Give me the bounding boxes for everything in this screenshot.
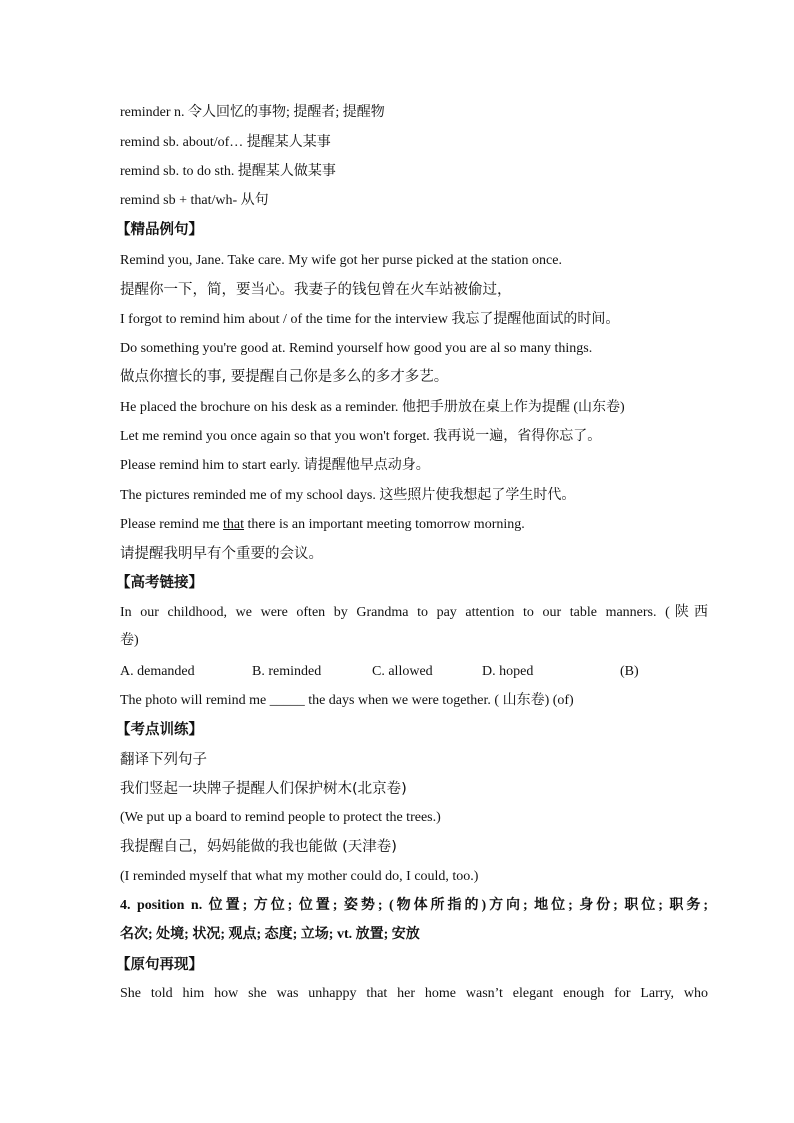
example-5: Let me remind you once again so that you won't forget. 我再说一遍，省得你忘了。: [120, 429, 602, 444]
example-6: Please remind him to start early. 请提醒他早点动身。: [120, 458, 430, 473]
option-b: B. reminded: [252, 664, 322, 679]
example-8-underlined-that: that: [223, 517, 245, 532]
original-sentence-line-1: She told him how she was unhappy that her home wasn’t elegant enough for Larry, who: [120, 986, 708, 1001]
example-2: I forgot to remind him about / of the time for the interview 我忘了提醒他面试的时间。: [120, 312, 620, 327]
document-page: [116, 0, 710, 1123]
example-3-english: Do something you're good at. Remind yourself how good you are al so many things.: [120, 341, 593, 356]
example-8-part1: Please remind me: [120, 517, 224, 532]
gaokao-question-2: The photo will remind me _____ the days when we were together. ( 山东卷) (of): [120, 693, 574, 708]
option-c: C. allowed: [372, 664, 433, 679]
example-8-part2: there is an important meeting tomorrow morning.: [244, 517, 525, 532]
entry-reminder: reminder n. 令人回忆的事物; 提醒者; 提醒物: [120, 105, 385, 120]
example-8-english: [120, 515, 525, 535]
gaokao-question-1-line-1: In our childhood, we were often by Grandma to pay attention to our table manners. (陕西: [120, 605, 708, 620]
example-1-chinese: 提醒你一下，简，要当心。我妻子的钱包曾在火车站被偷过，: [120, 282, 512, 298]
practice-sentence-1-chinese: 我们竖起一块牌子提醒人们保护树木(北京卷): [120, 781, 407, 797]
section-heading-examples: 【精品例句】: [116, 222, 203, 238]
entry-remind-to-do: remind sb. to do sth. 提醒某人做某事: [120, 164, 336, 179]
example-8-chinese: 请提醒我明早有个重要的会议。: [120, 546, 323, 562]
section-heading-original: 【原句再现】: [116, 957, 203, 973]
practice-sentence-2-english: (I reminded myself that what my mother could do, I could, too.): [120, 869, 479, 884]
example-1-english: Remind you, Jane. Take care. My wife got her purse picked at the station once.: [120, 253, 562, 268]
section-heading-gaokao: 【高考链接】: [116, 575, 203, 591]
position-entry-line-1: 4. position n. 位置; 方位; 位置; 姿势; (物体所指的)方向; 地位; 身份; 职位; 职务;: [120, 898, 708, 913]
example-4: He placed the brochure on his desk as a reminder. 他把手册放在桌上作为提醒 (山东卷): [120, 400, 625, 415]
example-7: The pictures reminded me of my school days. 这些照片使我想起了学生时代。: [120, 488, 576, 503]
option-a: A. demanded: [120, 664, 195, 679]
answer-label: (B): [620, 664, 639, 679]
practice-instruction: 翻译下列句子: [120, 752, 207, 768]
entry-remind-about: remind sb. about/of… 提醒某人某事: [120, 135, 331, 150]
practice-sentence-2-chinese: 我提醒自己，妈妈能做的我也能做 (天津卷): [120, 839, 397, 855]
practice-sentence-1-english: (We put up a board to remind people to protect the trees.): [120, 810, 441, 825]
entry-remind-that: remind sb + that/wh- 从句: [120, 193, 269, 208]
example-3-chinese: 做点你擅长的事, 要提醒自己你是多么的多才多艺。: [120, 369, 449, 385]
section-heading-practice: 【考点训练】: [116, 722, 203, 738]
option-d: D. hoped: [482, 664, 534, 679]
gaokao-question-1-line-2: 卷): [120, 633, 139, 648]
position-entry-line-2: 名次; 处境; 状况; 观点; 态度; 立场; vt. 放置; 安放: [120, 927, 420, 942]
